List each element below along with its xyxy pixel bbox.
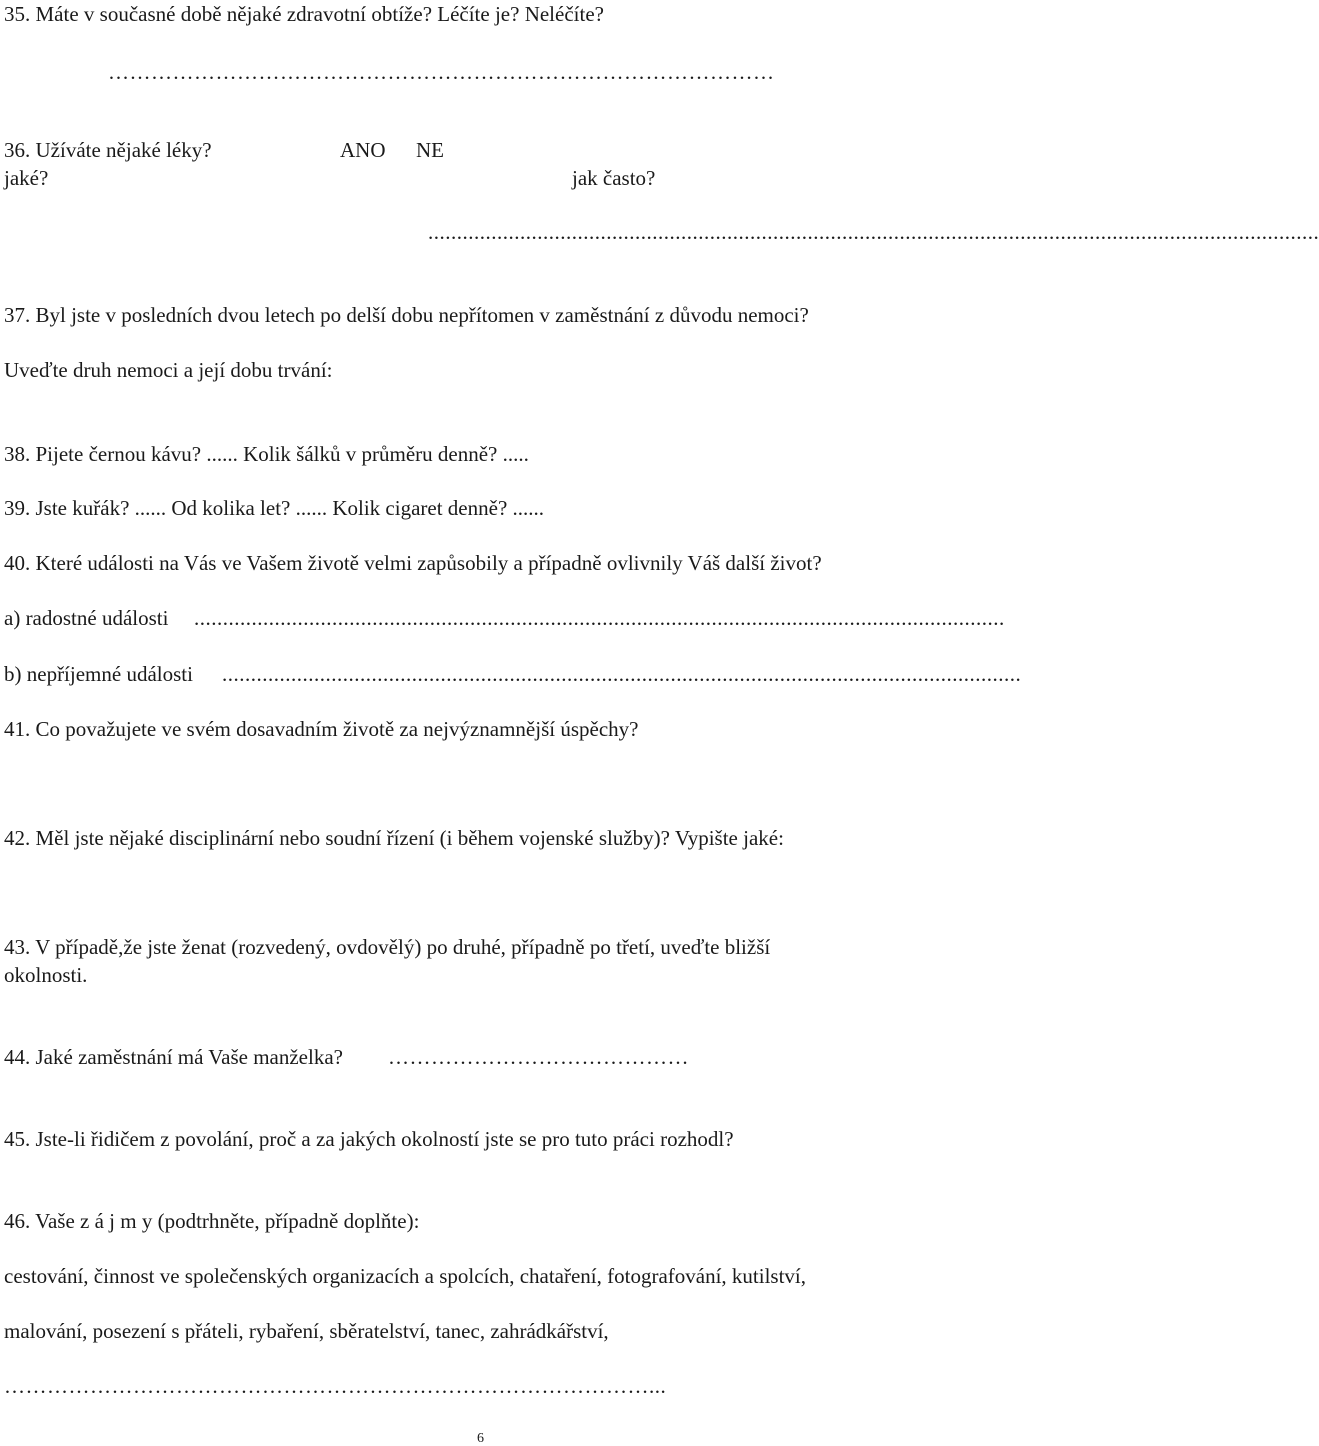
question-46: 46. Vaše z á j m y (podtrhněte, případně doplňte): — [4, 1209, 420, 1233]
answer-line-36: ........................................................................................................................................................... — [428, 220, 1319, 244]
answer-line-40b: ........................................................................................................................................... — [222, 662, 1022, 686]
question-37-sub: Uveďte druh nemoci a její dobu trvání: — [4, 358, 333, 382]
question-36-which: jaké? — [4, 166, 49, 190]
question-43: 43. V případě,že jste ženat (rozvedený, ovdovělý) po druhé, případně po třetí, uveďte bližší — [4, 935, 771, 959]
question-39: 39. Jste kuřák? ...... Od kolika let? ...... Kolik cigaret denně? ...... — [4, 496, 545, 520]
question-35: 35. Máte v současné době nějaké zdravotní obtíže? Léčíte je? Neléčíte? — [4, 2, 604, 26]
answer-line-35: ………………………………………………………………………………… — [108, 60, 775, 84]
answer-line-46: ………………………………………………………………………………... — [4, 1374, 667, 1398]
question-41: 41. Co považujete ve svém dosavadním životě za nejvýznamnější úspěchy? — [4, 717, 639, 741]
question-36-how-often: jak často? — [572, 166, 656, 190]
question-42: 42. Měl jste nějaké disciplinární nebo soudní řízení (i během vojenské služby)? Vypište jaké: — [4, 826, 784, 850]
question-43-cont: okolnosti. — [4, 963, 88, 987]
question-36: 36. Užíváte nějaké léky? — [4, 138, 212, 162]
question-40: 40. Které události na Vás ve Vašem životě velmi zapůsobily a případně ovlivnily Váš další život? — [4, 551, 822, 575]
question-40-b: b) nepříjemné události — [4, 662, 193, 686]
hobbies-line-1: cestování, činnost ve společenských organizacích a spolcích, chataření, fotografování, kutilství, — [4, 1264, 807, 1288]
question-44: 44. Jaké zaměstnání má Vaše manželka? — [4, 1045, 343, 1069]
option-ne: NE — [416, 138, 444, 162]
answer-line-44: …………………………………… — [388, 1045, 689, 1069]
question-37: 37. Byl jste v posledních dvou letech po delší dobu nepřítomen v zaměstnání z důvodu nemoci? — [4, 303, 809, 327]
question-45: 45. Jste-li řidičem z povolání, proč a za jakých okolností jste se pro tuto práci rozhodl? — [4, 1127, 734, 1151]
option-ano: ANO — [340, 138, 386, 162]
hobbies-line-2: malování, posezení s přáteli, rybaření, sběratelství, tanec, zahrádkářství, — [4, 1319, 609, 1343]
question-40-a: a) radostné události — [4, 606, 169, 630]
page-number: 6 — [477, 1431, 484, 1446]
question-38: 38. Pijete černou kávu? ...... Kolik šálků v průměru denně? ..... — [4, 442, 529, 466]
answer-line-40a: ............................................................................................................................................. — [194, 606, 1005, 630]
